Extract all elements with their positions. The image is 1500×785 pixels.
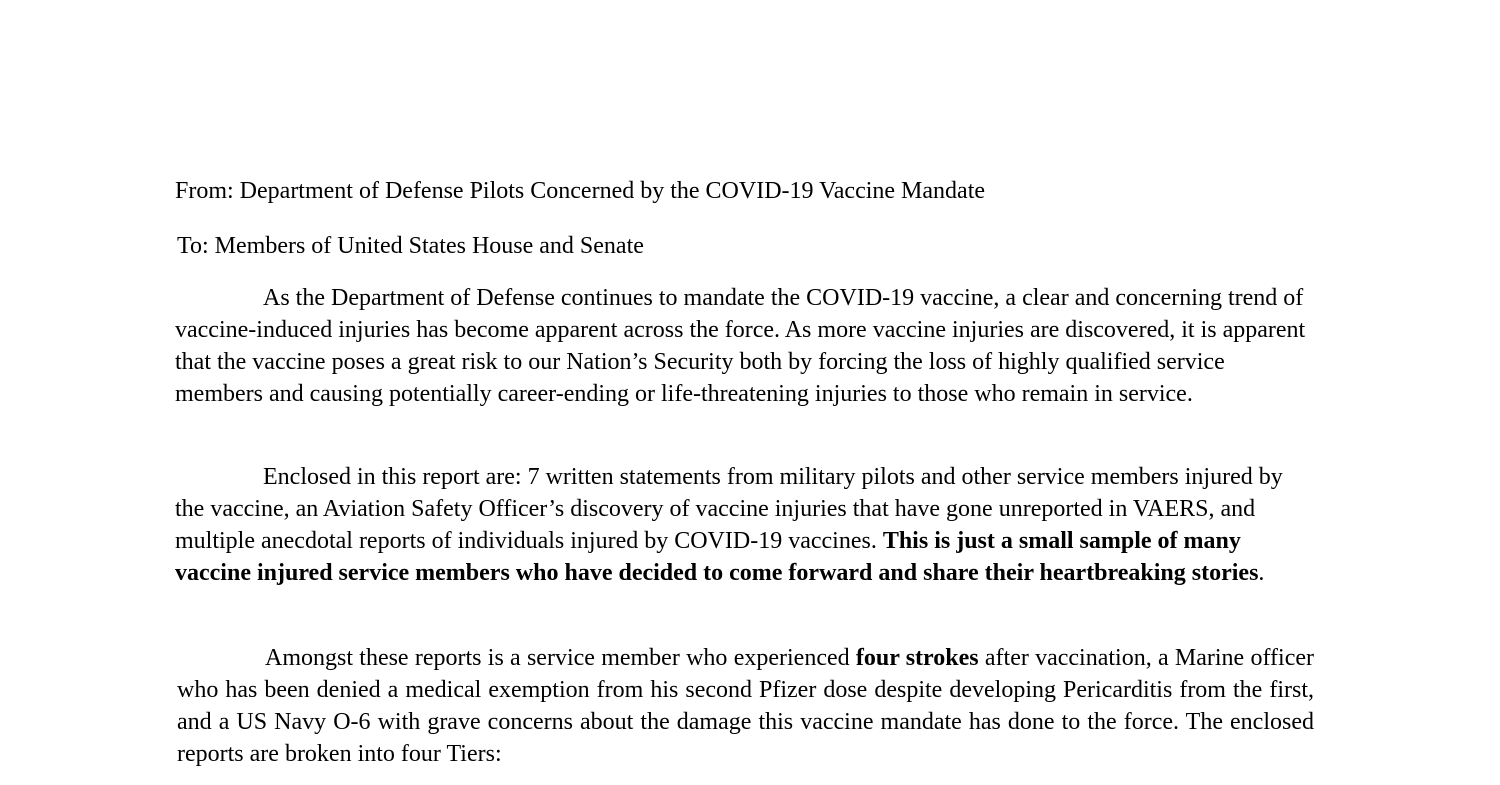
paragraph-intro bbox=[175, 282, 1315, 410]
paragraph-enclosed-bold: This is just a small sample of many vaccine injured service members who have decided to come forward and share their heartbreaking stories bbox=[175, 528, 1259, 586]
paragraph-reports-bold: four strokes bbox=[855, 645, 979, 671]
paragraph-intro-text: As the Department of Defense continues to mandate the COVID-19 vaccine, a clear and concerning trend of vaccine-induced injuries has become apparent across the force. As more vaccine injuries are discovered, it is apparent that the vaccine poses a great risk to our Nation’s Security both by forcing the loss of highly qualified service members and causing potentially career-ending or life-threatening injuries to those who remain in service. bbox=[175, 285, 1306, 407]
paragraph-reports-text: Amongst these reports is a service member who experienced bbox=[265, 645, 856, 671]
paragraph-enclosed-text: Enclosed in this report are: 7 written statements from military pilots and other service members injured by the vaccine, an Aviation Safety Officer’s discovery of vaccine injuries that have gone unreported in VAERS, and multiple anecdotal reports of individuals injured by COVID-19 vaccines. bbox=[175, 464, 1283, 554]
paragraph-reports-end: after vaccination, a Marine officer who has been denied a medical exemption from his second Pfizer dose despite developing Pericarditis from the first, and a US Navy O-6 with grave concerns about the damage this vaccine mandate has done to the force. The enclosed reports are broken into four Tiers: bbox=[177, 645, 1314, 767]
to-line: To: Members of United States House and Senate bbox=[177, 233, 644, 259]
from-line: From: Department of Defense Pilots Concerned by the COVID-19 Vaccine Mandate bbox=[175, 178, 986, 204]
paragraph-enclosed-end: . bbox=[1258, 560, 1265, 586]
paragraph-reports bbox=[177, 642, 1314, 770]
paragraph-enclosed bbox=[175, 461, 1315, 589]
